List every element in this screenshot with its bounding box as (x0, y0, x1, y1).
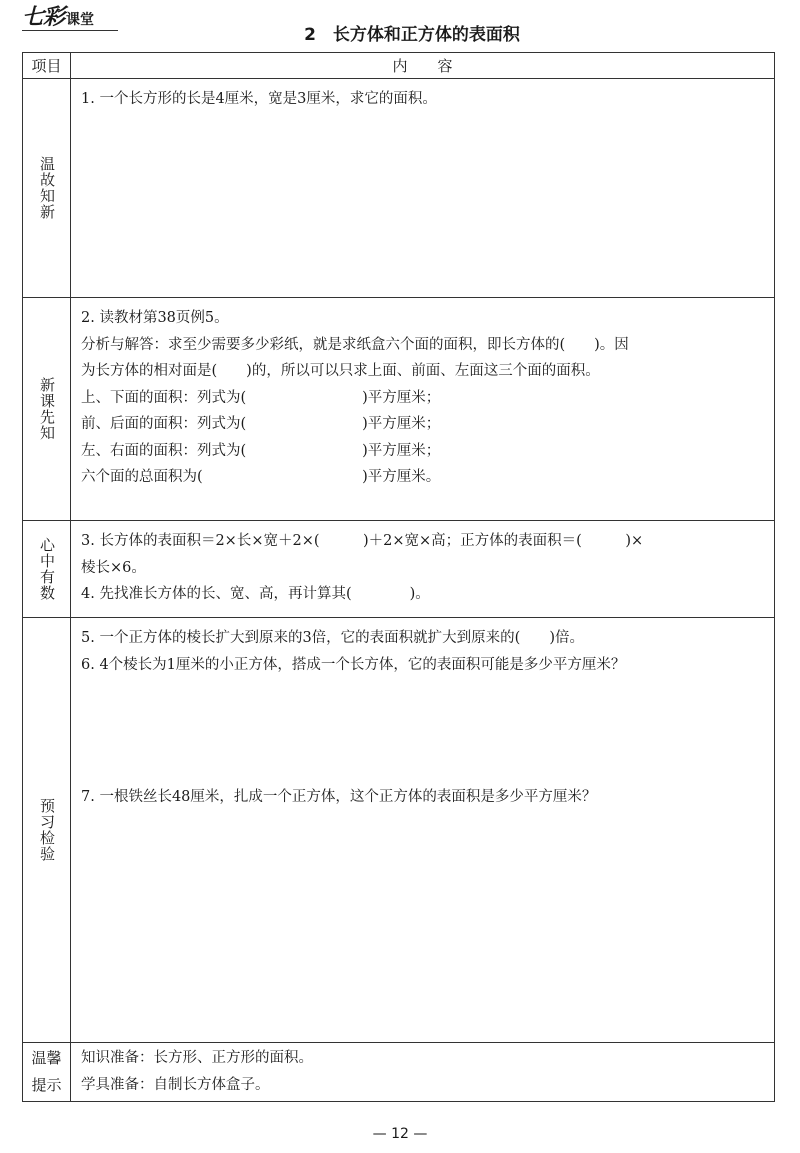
section-preview-check (23, 618, 775, 1043)
question-4: 4. 先找准长方体的长、宽、高，再计算其( )。 (81, 586, 430, 602)
question-3-line-1: 3. 长方体的表面积＝2×长×宽＋2×( )＋2×宽×高；正方体的表面积＝( )× (81, 533, 644, 549)
section-content-new-lesson (71, 298, 775, 521)
section-content-key-points (71, 521, 775, 618)
answer-space-6 (81, 678, 766, 784)
question-6: 6. 4个棱长为1厘米的小正方体，搭成一个长方体，它的表面积可能是多少平方厘米？ (81, 656, 626, 673)
section-review (23, 79, 775, 298)
section-content-preview-check (71, 618, 775, 1043)
section-label-key-points: 心中有数 (38, 537, 56, 601)
header-item: 项目 (23, 53, 71, 79)
front-back-area-line: 前、后面的面积：列式为( )平方厘米； (81, 416, 441, 432)
tips-label-1: 温馨 (31, 1049, 62, 1067)
question-1: 1. 一个长方形的长是4厘米，宽是3厘米，求它的面积。 (81, 91, 437, 107)
page-title: 2 长方体和正方体的表面积 (304, 25, 520, 45)
tips-label-2: 提示 (31, 1076, 62, 1094)
logo-brand: 七彩 (22, 5, 65, 30)
worksheet-table (22, 52, 775, 1102)
section-label-preview-check: 预习检验 (38, 798, 56, 862)
question-5: 5. 一个正方体的棱长扩大到原来的3倍，它的表面积就扩大到原来的( )倍。 (81, 630, 584, 646)
top-bottom-area-line: 上、下面的面积：列式为( )平方厘米； (81, 389, 441, 406)
section-content-tips (71, 1043, 775, 1102)
section-key-points (23, 521, 775, 618)
section-tips (23, 1043, 775, 1102)
analysis-line-1: 分析与解答：求至少需要多少彩纸，就是求纸盒六个面的面积，即长方体的( )。因 (81, 336, 629, 353)
logo-sub: 课堂 (66, 12, 95, 28)
table-header-row (23, 53, 775, 79)
analysis-line-2: 为长方体的相对面是( )的，所以可以只求上面、前面、左面这三个面的面积。 (81, 363, 600, 379)
tip-knowledge: 知识准备：长方形、正方形的面积。 (81, 1050, 313, 1066)
header-content: 内容 (71, 53, 775, 79)
total-area-line: 六个面的总面积为( )平方厘米。 (81, 469, 441, 485)
section-content-review (71, 79, 775, 298)
tip-tools: 学具准备：自制长方体盒子。 (81, 1077, 270, 1093)
question-3-line-2: 棱长×6。 (81, 559, 146, 576)
page-number: — 12 — (372, 1126, 428, 1142)
question-2: 2. 读教材第38页例5。 (81, 310, 229, 326)
question-7: 7. 一根铁丝长48厘米，扎成一个正方体，这个正方体的表面积是多少平方厘米？ (81, 789, 597, 805)
left-right-area-line: 左、右面的面积：列式为( )平方厘米； (81, 442, 441, 459)
section-label-new-lesson: 新课先知 (38, 377, 56, 441)
section-label-review: 温故知新 (38, 156, 56, 220)
section-new-lesson (23, 298, 775, 521)
